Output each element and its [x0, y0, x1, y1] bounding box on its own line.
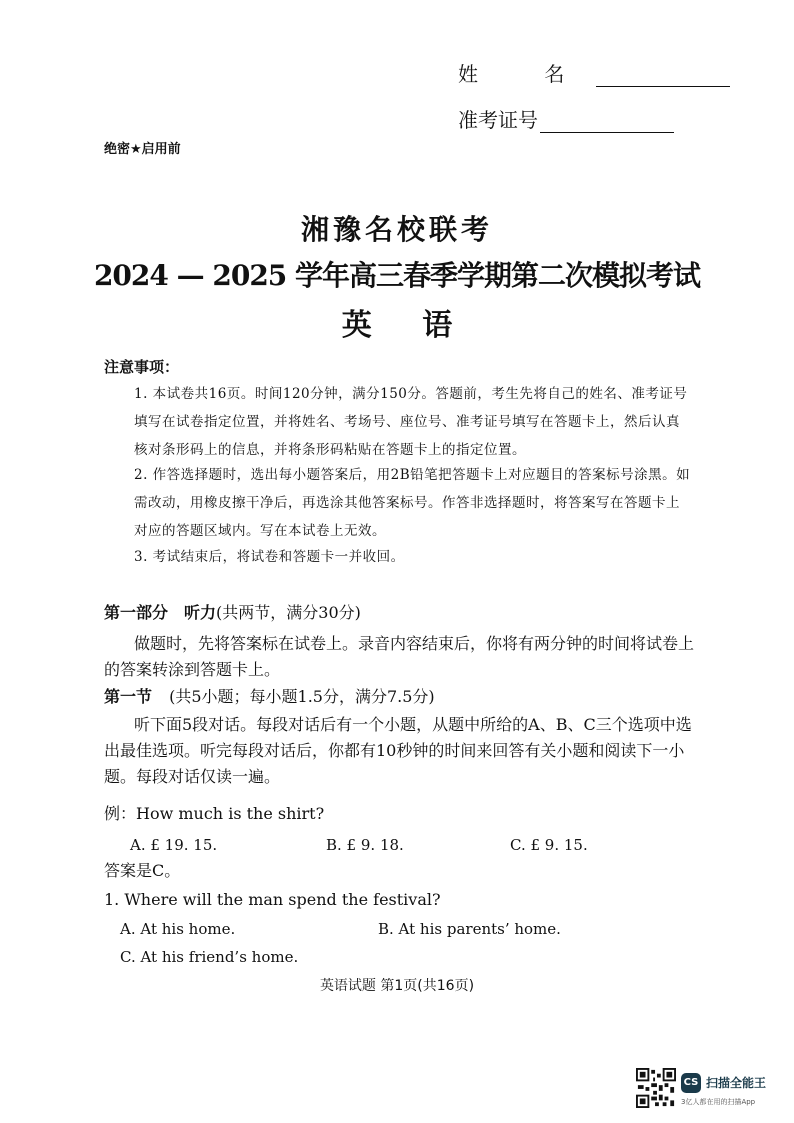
example-answer: 答案是C。	[104, 861, 181, 880]
example-option-a: A. £ 19. 15.	[130, 836, 218, 854]
camscanner-logo-icon: CS	[681, 1073, 701, 1093]
name-field	[458, 58, 730, 87]
question-1-option-a: A. At his home.	[120, 920, 236, 938]
subject-title: 英 语	[341, 308, 453, 343]
exam-name-title: 2024 — 2025 学年高三春季学期第二次模拟考试	[93, 259, 701, 292]
section1-heading	[104, 684, 435, 710]
example-question: 例：How much is the shirt?	[104, 804, 325, 823]
notice-heading: 注意事项：	[104, 358, 180, 376]
notice-item: 3. 考试结束后，将试卷和答题卡一并收回。	[134, 549, 405, 565]
question-1-option-b: B. At his parents’ home.	[378, 920, 561, 938]
notice-item: 2. 作答选择题时，选出每小题答案后，用2B铅笔把答题卡上对应题目的答案标号涂黑。如需改动，用橡皮擦干净后，再选涂其他答案标号。作答非选择题时，将答案写在答题卡上对应的答题区域内。写在本试卷上无效。	[134, 467, 691, 539]
qr-code-icon	[636, 1068, 676, 1108]
exam-id-label: 准考证号	[458, 108, 538, 132]
part1-heading	[104, 600, 361, 626]
question-1-option-c: C. At his friend’s home.	[120, 948, 299, 966]
part1-instructions: 做题时，先将答案标在试卷上。录音内容结束后，你将有两分钟的时间将试卷上的答案转涂到答题卡上。	[104, 634, 695, 679]
question-1: 1. Where will the man spend the festival?	[104, 890, 441, 909]
name-blank	[596, 68, 730, 87]
section1-title: 第一节	[104, 687, 153, 706]
section1-note: (共5小题；每小题1.5分，满分7.5分)	[169, 687, 435, 706]
part1-note: (共两节，满分30分)	[216, 603, 361, 622]
example-option-c: C. £ 9. 15.	[510, 836, 588, 854]
name-label: 姓 名	[458, 62, 595, 86]
example-option-b: B. £ 9. 18.	[326, 836, 404, 854]
exam-id-field	[458, 104, 674, 133]
camscanner-brand: 扫描全能王	[706, 1076, 767, 1090]
notice-item: 1. 本试卷共16页。时间120分钟，满分150分。答题前，考生先将自己的姓名、准考证号填写在试卷指定位置，并将姓名、考场号、座位号、准考证号填写在答题卡上，然后认真核对条形码上的信息，并将条形码粘贴在答题卡上的指定位置。	[134, 386, 688, 458]
exam-org-title: 湘豫名校联考	[300, 213, 493, 246]
exam-id-blank	[540, 114, 674, 133]
page-footer: 英语试题 第1页(共16页)	[319, 978, 475, 994]
part1-title: 第一部分 听力	[104, 603, 217, 622]
confidential-label: 绝密★启用前	[104, 142, 181, 157]
section1-instructions: 听下面5段对话。每段对话后有一个小题，从题中所给的A、B、C三个选项中选出最佳选项。听完每段对话后，你都有10秒钟的时间来回答有关小题和阅读下一小题。每段对话仅读一遍。	[104, 715, 692, 786]
camscanner-tagline: 3亿人都在用的扫描App	[681, 1098, 756, 1106]
